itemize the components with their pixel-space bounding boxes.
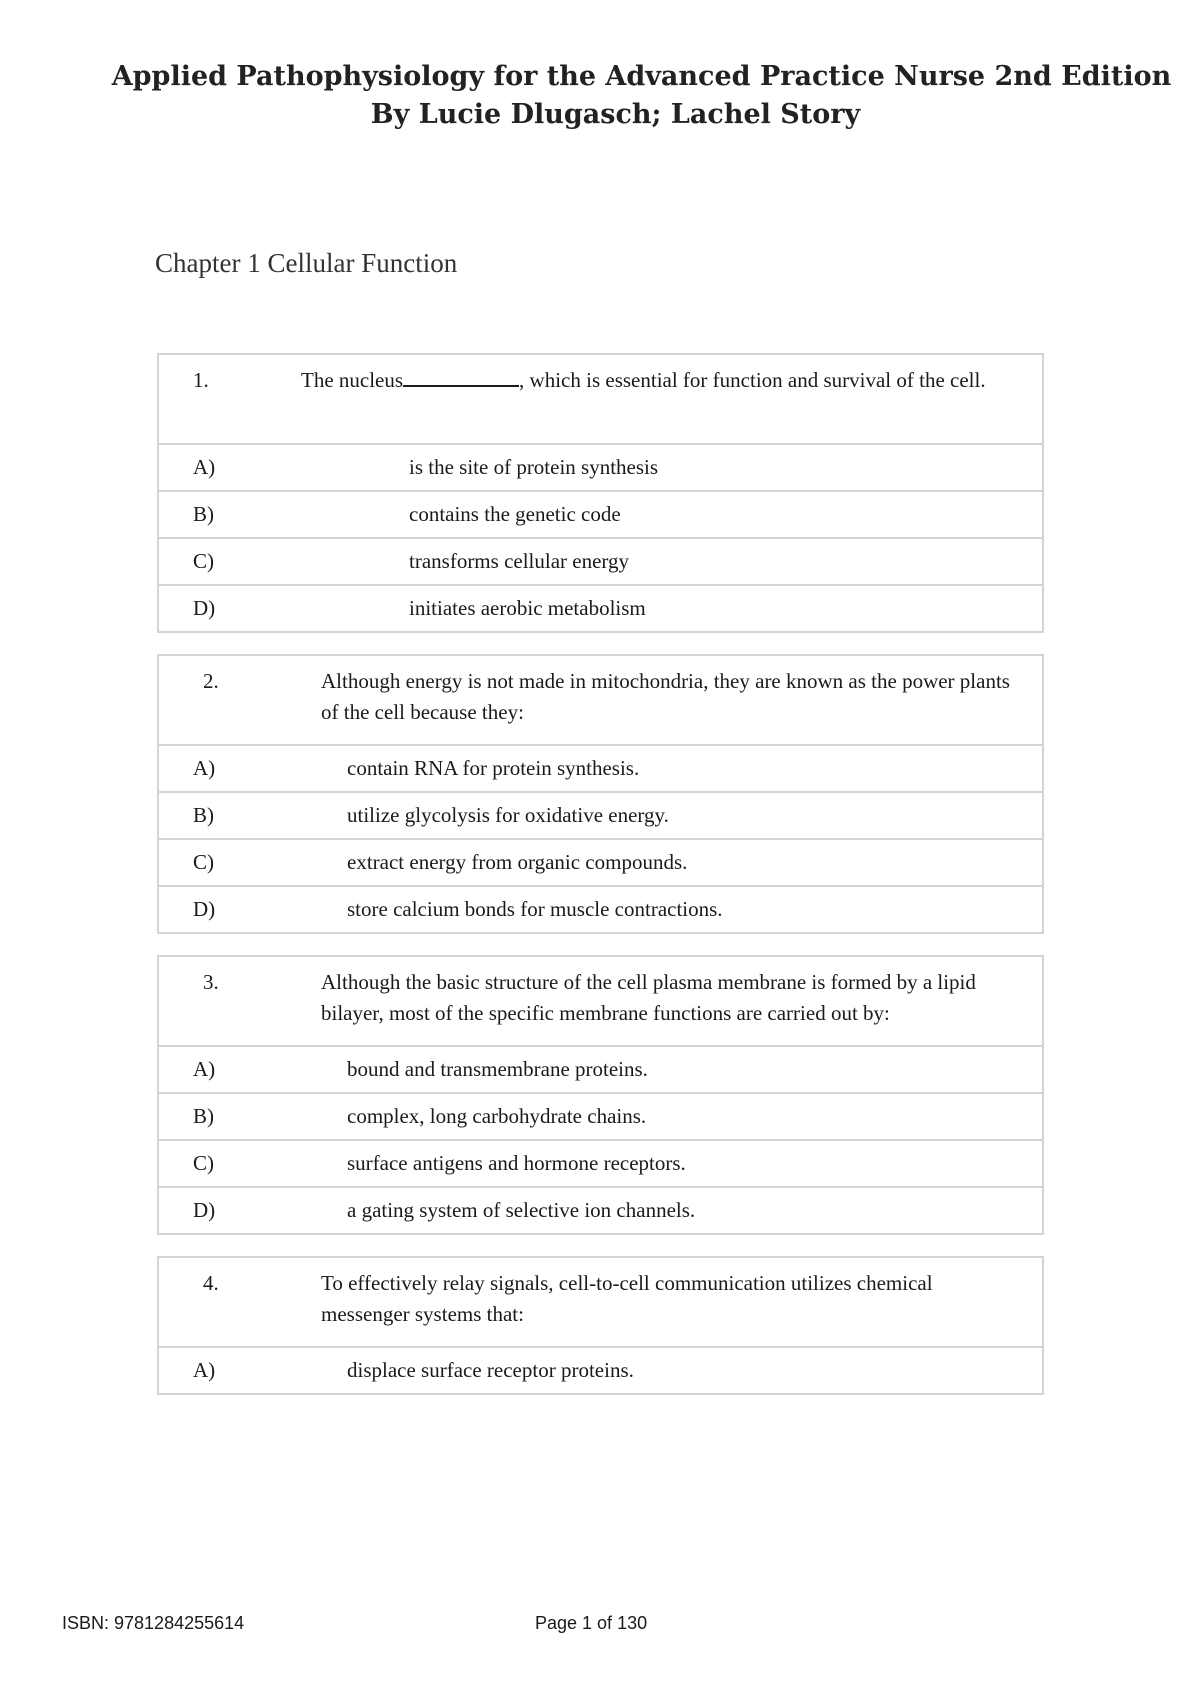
question-3-table <box>157 955 1044 1235</box>
option-letter: A) <box>158 745 291 792</box>
question-number: 3. <box>203 970 219 994</box>
option-row <box>158 839 1043 886</box>
question-4-stem-row <box>158 1257 1043 1347</box>
chapter-heading: Chapter 1 Cellular Function <box>155 248 458 278</box>
option-letter: C) <box>158 1140 291 1187</box>
option-row <box>158 1347 1043 1394</box>
question-stem <box>281 354 1043 444</box>
option-row <box>158 745 1043 792</box>
option-row <box>158 792 1043 839</box>
option-text: store calcium bonds for muscle contractions. <box>291 886 1043 933</box>
document-title <box>0 58 1191 134</box>
title-line-2: By Lucie Dlugasch; Lachel Story <box>370 99 861 130</box>
option-text: bound and transmembrane proteins. <box>291 1046 1043 1093</box>
question-2-table <box>157 654 1044 934</box>
option-letter: C) <box>158 839 291 886</box>
option-text: contain RNA for protein synthesis. <box>291 745 1043 792</box>
question-1-table <box>157 353 1044 633</box>
option-letter: D) <box>158 886 291 933</box>
question-number: 2. <box>203 669 219 693</box>
option-text: extract energy from organic compounds. <box>291 839 1043 886</box>
question-number: 4. <box>203 1271 219 1295</box>
option-text: contains the genetic code <box>281 491 1043 538</box>
option-letter: A) <box>158 444 281 491</box>
stem-text-before: The nucleus <box>301 368 404 392</box>
question-4-table <box>157 1256 1044 1395</box>
option-row <box>158 538 1043 585</box>
option-letter: B) <box>158 491 281 538</box>
option-row <box>158 491 1043 538</box>
question-number: 1. <box>193 368 209 392</box>
option-row <box>158 1046 1043 1093</box>
option-text: displace surface receptor proteins. <box>291 1347 1043 1394</box>
option-letter: A) <box>158 1347 291 1394</box>
question-stem: Although the basic structure of the cell plasma membrane is formed by a lipid bilayer, most of the specific membrane functions are carried out by: <box>321 970 976 1025</box>
option-text: complex, long carbohydrate chains. <box>291 1093 1043 1140</box>
option-text: initiates aerobic metabolism <box>281 585 1043 632</box>
option-row <box>158 585 1043 632</box>
footer-page-number: Page 1 of 130 <box>535 1613 648 1633</box>
option-row <box>158 886 1043 933</box>
footer-isbn: ISBN: 9781284255614 <box>62 1613 245 1633</box>
option-row <box>158 1140 1043 1187</box>
option-text: utilize glycolysis for oxidative energy. <box>291 792 1043 839</box>
answer-blank <box>403 367 519 387</box>
option-row <box>158 1187 1043 1234</box>
option-row <box>158 1093 1043 1140</box>
option-row <box>158 444 1043 491</box>
question-stem: To effectively relay signals, cell-to-cell communication utilizes chemical messenger systems that: <box>321 1271 933 1326</box>
option-letter: B) <box>158 1093 291 1140</box>
option-letter: D) <box>158 1187 291 1234</box>
question-2-stem-row <box>158 655 1043 745</box>
option-text: is the site of protein synthesis <box>281 444 1043 491</box>
question-1-stem-row <box>158 354 1043 444</box>
title-line-1: Applied Pathophysiology for the Advanced Practice Nurse 2nd Edition <box>111 61 1172 92</box>
option-letter: D) <box>158 585 281 632</box>
stem-text-after: , which is essential for function and survival of the cell. <box>519 368 986 392</box>
question-3-stem-row <box>158 956 1043 1046</box>
option-letter: A) <box>158 1046 291 1093</box>
option-text: transforms cellular energy <box>281 538 1043 585</box>
question-stem: Although energy is not made in mitochondria, they are known as the power plants of the cell because they: <box>321 669 1010 724</box>
option-text: a gating system of selective ion channels. <box>291 1187 1043 1234</box>
option-letter: B) <box>158 792 291 839</box>
option-text: surface antigens and hormone receptors. <box>291 1140 1043 1187</box>
option-letter: C) <box>158 538 281 585</box>
